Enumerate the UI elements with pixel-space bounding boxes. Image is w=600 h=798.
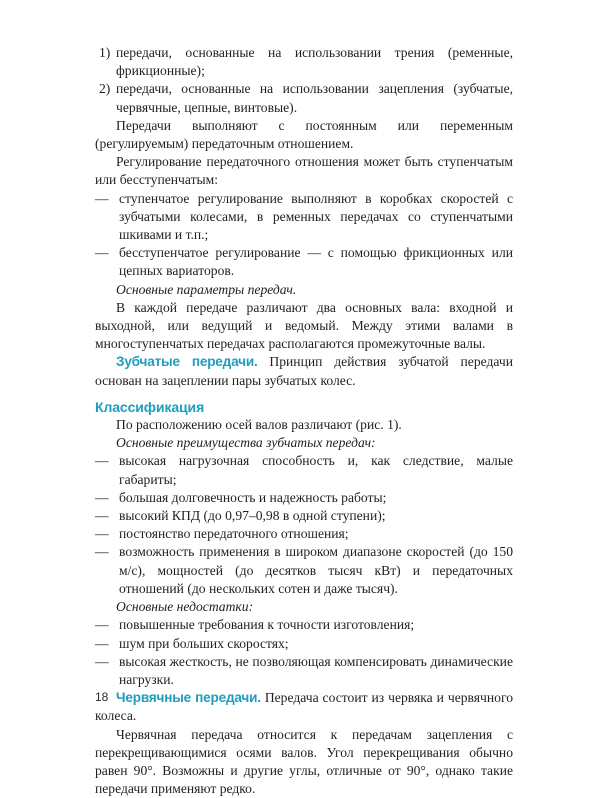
list-item (95, 190, 513, 245)
paragraph-axes: По расположению осей валов различают (рис. 1). (116, 417, 402, 433)
dash-marker: — (95, 489, 109, 505)
gear-heading: Зубчатые передачи. (116, 354, 258, 370)
list-item-text: повышенные требования к точности изготовления; (119, 617, 415, 633)
paragraph-gear (95, 353, 513, 389)
worm-text: Передача состоит из червяка и червячного колеса. (95, 690, 513, 724)
list-item (95, 489, 513, 507)
paragraph-shafts: В каждой передаче различают два основных вала: входной и выходной, или ведущий и ведомый. Между этими валами в многоступенчатых передачах располагаются промежуточные валы. (95, 299, 513, 352)
list-item-text: большая долговечность и надежность работы; (119, 489, 387, 505)
advantages-heading: Основные преимущества зубчатых передач: (116, 435, 376, 451)
list-item-text: возможность применения в широком диапазоне скоростей (до 150 м/с), мощностей (до десятков тысяч кВт) и передаточных отношений (до нескольких сотен и даже тысяч). (119, 544, 513, 596)
list-item (95, 653, 513, 689)
list-item (95, 80, 513, 116)
page-number: 18 (95, 690, 109, 704)
list-item-text: передачи, основанные на использовании трения (ременные, фрикционные); (116, 45, 513, 79)
list-item (95, 44, 513, 80)
list-item (95, 244, 513, 280)
list-item-text: постоянство передаточного отношения; (119, 526, 349, 542)
list-item (95, 525, 513, 543)
list-item-text: высокая нагрузочная способность и, как следствие, малые габариты; (119, 453, 513, 487)
page-content (95, 44, 513, 798)
dash-marker: — (95, 508, 109, 524)
list-item (95, 635, 513, 653)
params-heading: Основные параметры передач. (116, 281, 297, 297)
dash-marker: — (95, 453, 109, 469)
dash-marker: — (95, 617, 109, 633)
dash-marker: — (95, 635, 109, 651)
list-item-text: шум при больших скоростях; (119, 635, 289, 651)
gear-text: Принцип действия зубчатой передачи основан на зацеплении пары зубчатых колес. (95, 354, 514, 388)
list-item-text: бесступенчатое регулирование — с помощью фрикционных или цепных вариаторов. (119, 245, 513, 279)
list-item-text: ступенчатое регулирование выполняют в коробках скоростей с зубчатыми колесами, в ременных передачах со ступенчатыми шкивами и т.п.; (119, 190, 513, 243)
list-number: 1) (99, 45, 111, 60)
dash-marker: — (95, 544, 109, 560)
dash-marker: — (95, 653, 109, 669)
paragraph-regulation: Регулирование передаточного отношения может быть ступенчатым или бесступенчатым: (95, 154, 513, 188)
list-item (95, 616, 513, 634)
list-item (95, 507, 513, 525)
dash-marker: — (95, 526, 109, 542)
disadvantages-heading: Основные недостатки: (116, 599, 254, 615)
paragraph-worm-intro (95, 689, 513, 725)
list-item (95, 543, 513, 598)
worm-heading: Червячные передачи. (116, 690, 261, 706)
paragraph-worm: Червячная передача относится к передачам зацепления с перекрещивающимися осями валов. Угол перекрещивания обычно равен 90°. Возможны и другие углы, отличные от 90°, однако такие передачи применяют редко. (95, 726, 513, 797)
list-item-text: высокая жесткость, не позволяющая компенсировать динамические нагрузки. (119, 653, 513, 687)
list-item-text: высокий КПД (до 0,97–0,98 в одной ступени); (119, 508, 386, 524)
paragraph-ratio: Передачи выполняют с постоянным или переменным (регулируемым) передаточным отношением. (95, 117, 513, 152)
list-number: 2) (99, 81, 111, 97)
dash-marker: — (95, 245, 109, 261)
list-item-text: передачи, основанные на использовании зацепления (зубчатые, червячные, цепные, винтовые). (116, 81, 513, 115)
dash-marker: — (95, 190, 109, 206)
list-item (95, 452, 513, 488)
section-heading-classification: Классификация (95, 398, 205, 415)
